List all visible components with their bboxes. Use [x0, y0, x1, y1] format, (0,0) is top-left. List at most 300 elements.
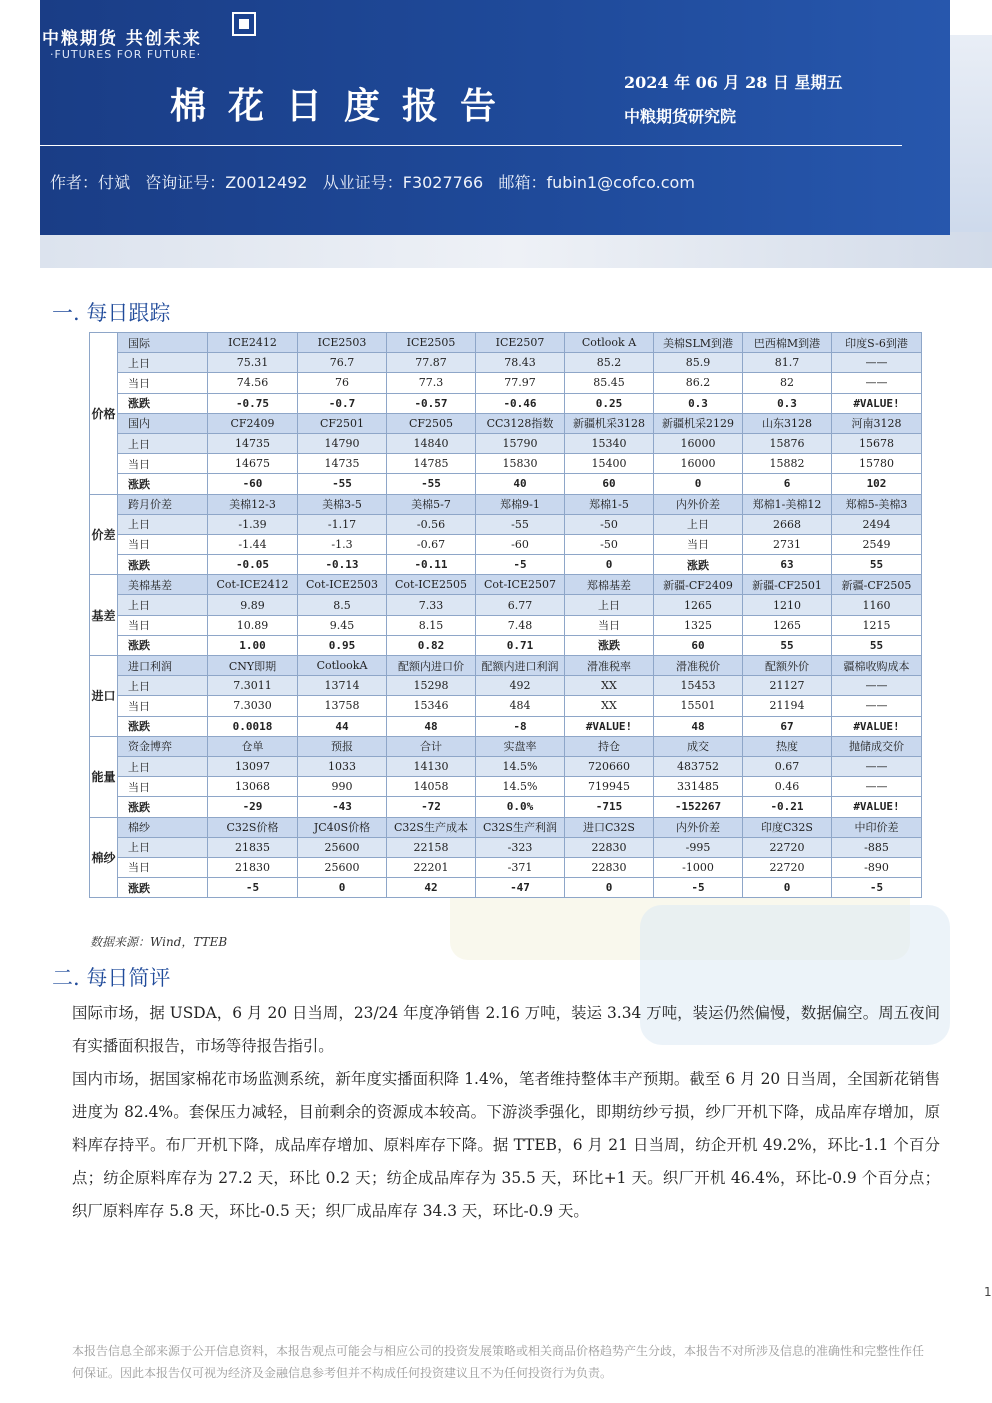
table-cell: 6.77 — [476, 595, 565, 615]
table-cell: 14840 — [387, 433, 476, 453]
table-row — [90, 595, 922, 615]
table-cell: 719945 — [565, 777, 654, 797]
table-cell: 10.89 — [208, 615, 298, 635]
table-cell: 78.43 — [476, 353, 565, 373]
table-cell: 21127 — [743, 676, 832, 696]
table-cell: -0.57 — [387, 393, 476, 413]
page-number: 1 — [984, 1285, 992, 1299]
table-row-label: 涨跌 — [118, 716, 208, 736]
table-cell: -5 — [476, 555, 565, 575]
table-cell: JC40S价格 — [298, 817, 387, 837]
table-cell: ICE2503 — [298, 333, 387, 353]
table-cell: 55 — [832, 555, 922, 575]
table-row — [90, 756, 922, 776]
table-cell: 滑准税价 — [654, 656, 743, 676]
table-cell: 1.00 — [208, 635, 298, 655]
table-cell: 22201 — [387, 857, 476, 877]
table-row-label: 上日 — [118, 514, 208, 534]
table-row — [90, 656, 922, 676]
table-row — [90, 494, 922, 514]
report-title: 棉花日度报告 — [170, 85, 519, 127]
table-cell: —— — [832, 756, 922, 776]
table-cell: 25600 — [298, 837, 387, 857]
table-cell: 实盘率 — [476, 736, 565, 756]
table-cell: 22830 — [565, 837, 654, 857]
table-cell: 77.3 — [387, 373, 476, 393]
table-row-label: 当日 — [118, 534, 208, 554]
table-cell: -50 — [565, 514, 654, 534]
table-row-label: 国内 — [118, 413, 208, 433]
table-cell: 0 — [565, 878, 654, 898]
data-source-note: 数据来源：Wind，TTEB — [90, 935, 228, 949]
table-row — [90, 393, 922, 413]
table-cell: 2494 — [832, 514, 922, 534]
table-cell: -8 — [476, 716, 565, 736]
table-cell: 82 — [743, 373, 832, 393]
table-cell: 9.45 — [298, 615, 387, 635]
table-cell: 7.3030 — [208, 696, 298, 716]
table-cell: 0.95 — [298, 635, 387, 655]
table-cell: 483752 — [654, 756, 743, 776]
table-cell: 7.33 — [387, 595, 476, 615]
table-cell: 新疆机采3128 — [565, 413, 654, 433]
table-cell: 郑棉1-5 — [565, 494, 654, 514]
table-cell: 2668 — [743, 514, 832, 534]
table-cell: 0.25 — [565, 393, 654, 413]
table-cell: 14130 — [387, 756, 476, 776]
logo-icon — [232, 12, 256, 36]
table-cell: ICE2505 — [387, 333, 476, 353]
table-cell: 抛储成交价 — [832, 736, 922, 756]
table-row — [90, 575, 922, 595]
table-cell: XX — [565, 676, 654, 696]
table-cell: 492 — [476, 676, 565, 696]
table-cell: 配额内进口利润 — [476, 656, 565, 676]
table-cell: 1160 — [832, 595, 922, 615]
table-cell: 25600 — [298, 857, 387, 877]
table-cell: 0.0% — [476, 797, 565, 817]
table-cell: 0 — [654, 474, 743, 494]
table-cell: -0.56 — [387, 514, 476, 534]
table-cell: 配额内进口价 — [387, 656, 476, 676]
table-cell: 美棉5-7 — [387, 494, 476, 514]
table-cell: CNY即期 — [208, 656, 298, 676]
table-cell: -1000 — [654, 857, 743, 877]
table-cell: -0.13 — [298, 555, 387, 575]
table-cell: 7.48 — [476, 615, 565, 635]
table-cell: 0 — [743, 878, 832, 898]
table-cell: 0 — [565, 555, 654, 575]
table-cell: XX — [565, 696, 654, 716]
table-cell: —— — [832, 696, 922, 716]
table-row-label: 资金博弈 — [118, 736, 208, 756]
table-cell: -55 — [387, 474, 476, 494]
table-row-label: 上日 — [118, 353, 208, 373]
table-cell: 85.45 — [565, 373, 654, 393]
table-cell: 15790 — [476, 433, 565, 453]
table-cell: CotlookA — [298, 656, 387, 676]
table-cell: -1.17 — [298, 514, 387, 534]
table-cell: 21830 — [208, 857, 298, 877]
table-row — [90, 696, 922, 716]
table-row-label: 涨跌 — [118, 393, 208, 413]
table-cell: 8.15 — [387, 615, 476, 635]
table-cell: 1265 — [743, 615, 832, 635]
table-cell: #VALUE! — [832, 716, 922, 736]
table-cell: 48 — [387, 716, 476, 736]
table-cell: -0.46 — [476, 393, 565, 413]
table-cell: -885 — [832, 837, 922, 857]
table-cell: -890 — [832, 857, 922, 877]
table-cell: 16000 — [654, 433, 743, 453]
table-cell: 郑棉9-1 — [476, 494, 565, 514]
table-cell: 60 — [654, 635, 743, 655]
table-cell: 新疆-CF2409 — [654, 575, 743, 595]
table-row-label: 美棉基差 — [118, 575, 208, 595]
table-cell: -1.3 — [298, 534, 387, 554]
section-heading-commentary: 二. 每日简评 — [52, 966, 171, 990]
table-cell: 77.97 — [476, 373, 565, 393]
table-cell: 15780 — [832, 454, 922, 474]
table-row-label: 上日 — [118, 433, 208, 453]
table-cell: 1033 — [298, 756, 387, 776]
table-row — [90, 474, 922, 494]
table-cell: Cot-ICE2507 — [476, 575, 565, 595]
table-cell: 0.71 — [476, 635, 565, 655]
table-cell: 内外价差 — [654, 494, 743, 514]
table-cell: 14.5% — [476, 777, 565, 797]
table-cell: 14.5% — [476, 756, 565, 776]
table-cell: 15453 — [654, 676, 743, 696]
table-cell: 6 — [743, 474, 832, 494]
table-cell: 67 — [743, 716, 832, 736]
table-cell: 0.46 — [743, 777, 832, 797]
daily-tracking-table — [89, 332, 922, 898]
table-cell: 0.67 — [743, 756, 832, 776]
table-cell: 331485 — [654, 777, 743, 797]
table-cell: -60 — [208, 474, 298, 494]
table-cell: 15830 — [476, 454, 565, 474]
table-cell: 22158 — [387, 837, 476, 857]
header-image-strip — [40, 232, 992, 268]
table-cell: -1.44 — [208, 534, 298, 554]
table-cell: 48 — [654, 716, 743, 736]
table-cell: Cotlook A — [565, 333, 654, 353]
table-cell: —— — [832, 353, 922, 373]
table-cell: 81.7 — [743, 353, 832, 373]
table-cell: 990 — [298, 777, 387, 797]
table-cell: 21194 — [743, 696, 832, 716]
table-cell: 15882 — [743, 454, 832, 474]
table-cell: Cot-ICE2503 — [298, 575, 387, 595]
table-cell: 美棉3-5 — [298, 494, 387, 514]
table-cell: -1.39 — [208, 514, 298, 534]
table-cell: #VALUE! — [565, 716, 654, 736]
table-row-label: 当日 — [118, 454, 208, 474]
table-cell: 14735 — [298, 454, 387, 474]
table-cell: 涨跌 — [565, 635, 654, 655]
table-cell: -5 — [654, 878, 743, 898]
table-category-cell: 能量 — [90, 736, 118, 817]
table-cell: 55 — [743, 635, 832, 655]
table-cell: 新疆-CF2505 — [832, 575, 922, 595]
table-cell: 22830 — [565, 857, 654, 877]
table-cell: 新疆-CF2501 — [743, 575, 832, 595]
table-cell: C32S生产利润 — [476, 817, 565, 837]
table-row — [90, 635, 922, 655]
table-row — [90, 736, 922, 756]
table-cell: 郑棉1-美棉12 — [743, 494, 832, 514]
table-cell: #VALUE! — [832, 797, 922, 817]
table-cell: -323 — [476, 837, 565, 857]
table-cell: 102 — [832, 474, 922, 494]
table-row — [90, 534, 922, 554]
table-cell: C32S价格 — [208, 817, 298, 837]
table-cell: -72 — [387, 797, 476, 817]
logo-text-en: ·FUTURES FOR FUTURE· — [50, 48, 202, 61]
table-category-cell: 价格 — [90, 333, 118, 495]
table-cell: 15678 — [832, 433, 922, 453]
table-cell: 山东3128 — [743, 413, 832, 433]
table-cell: 郑棉基差 — [565, 575, 654, 595]
table-cell: 44 — [298, 716, 387, 736]
table-cell: —— — [832, 373, 922, 393]
table-cell: -5 — [832, 878, 922, 898]
table-row — [90, 878, 922, 898]
table-cell: 22720 — [743, 857, 832, 877]
table-cell: 美棉SLM到港 — [654, 333, 743, 353]
table-cell: —— — [832, 777, 922, 797]
table-cell: 印度C32S — [743, 817, 832, 837]
table-cell: 涨跌 — [654, 555, 743, 575]
table-cell: CF2505 — [387, 413, 476, 433]
table-cell: CC3128指数 — [476, 413, 565, 433]
table-cell: 巴西棉M到港 — [743, 333, 832, 353]
table-cell: 55 — [832, 635, 922, 655]
table-row — [90, 797, 922, 817]
table-cell: 60 — [565, 474, 654, 494]
table-cell: 预报 — [298, 736, 387, 756]
table-cell: 74.56 — [208, 373, 298, 393]
commentary-paragraph-international: 国际市场，据 USDA，6 月 20 日当周，23/24 年度净销售 2.16 万吨，装运 3.34 万吨，装运仍然偏慢，数据偏空。周五夜间有实播面积报告，市场等待报告指引。 — [72, 1004, 940, 1055]
table-cell: 13714 — [298, 676, 387, 696]
table-cell: -0.11 — [387, 555, 476, 575]
table-row — [90, 615, 922, 635]
table-cell: 印度S-6到港 — [832, 333, 922, 353]
table-cell: -0.75 — [208, 393, 298, 413]
table-cell: 15876 — [743, 433, 832, 453]
table-cell: 22720 — [743, 837, 832, 857]
table-cell: 40 — [476, 474, 565, 494]
table-cell: 76.7 — [298, 353, 387, 373]
table-row-label: 上日 — [118, 837, 208, 857]
table-row — [90, 837, 922, 857]
table-cell: -0.7 — [298, 393, 387, 413]
table-row — [90, 373, 922, 393]
table-cell: 疆棉收购成本 — [832, 656, 922, 676]
table-row — [90, 413, 922, 433]
table-row — [90, 716, 922, 736]
table-cell: 15340 — [565, 433, 654, 453]
table-cell: -0.21 — [743, 797, 832, 817]
table-cell: 合计 — [387, 736, 476, 756]
table-cell: #VALUE! — [832, 393, 922, 413]
table-cell: 滑准税率 — [565, 656, 654, 676]
table-cell: -55 — [476, 514, 565, 534]
table-row — [90, 857, 922, 877]
table-row-label: 涨跌 — [118, 474, 208, 494]
table-row-label: 当日 — [118, 373, 208, 393]
table-cell: -50 — [565, 534, 654, 554]
table-cell: 郑棉5-美棉3 — [832, 494, 922, 514]
table-row-label: 棉纱 — [118, 817, 208, 837]
section-heading-tracking: 一. 每日跟踪 — [52, 301, 171, 325]
table-category-cell: 棉纱 — [90, 817, 118, 898]
table-cell: 76 — [298, 373, 387, 393]
table-cell: Cot-ICE2505 — [387, 575, 476, 595]
table-cell: 1325 — [654, 615, 743, 635]
header-divider — [40, 145, 902, 146]
table-cell: 0.0018 — [208, 716, 298, 736]
table-cell: 7.3011 — [208, 676, 298, 696]
table-row — [90, 333, 922, 353]
table-cell: 成交 — [654, 736, 743, 756]
table-cell: 42 — [387, 878, 476, 898]
table-cell: 1215 — [832, 615, 922, 635]
table-cell: 1265 — [654, 595, 743, 615]
author-line: 作者：付斌 咨询证号：Z0012492 从业证号：F3027766 邮箱：fubin1@cofco.com — [50, 173, 695, 192]
table-cell: -60 — [476, 534, 565, 554]
table-cell: 进口C32S — [565, 817, 654, 837]
table-row-label: 涨跌 — [118, 555, 208, 575]
table-cell: 13758 — [298, 696, 387, 716]
table-row-label: 当日 — [118, 857, 208, 877]
table-cell: 85.9 — [654, 353, 743, 373]
table-cell: -995 — [654, 837, 743, 857]
table-cell: -371 — [476, 857, 565, 877]
table-cell: 8.5 — [298, 595, 387, 615]
table-cell: 484 — [476, 696, 565, 716]
table-cell: -29 — [208, 797, 298, 817]
table-row-label: 上日 — [118, 676, 208, 696]
table-cell: 63 — [743, 555, 832, 575]
table-row — [90, 454, 922, 474]
table-cell: 上日 — [565, 595, 654, 615]
table-cell: 14675 — [208, 454, 298, 474]
table-cell: Cot-ICE2412 — [208, 575, 298, 595]
table-cell: 720660 — [565, 756, 654, 776]
table-cell: 14735 — [208, 433, 298, 453]
table-cell: -0.05 — [208, 555, 298, 575]
table-cell: 13068 — [208, 777, 298, 797]
table-row-label: 进口利润 — [118, 656, 208, 676]
table-cell: 0.3 — [743, 393, 832, 413]
table-cell: 86.2 — [654, 373, 743, 393]
table-cell: 河南3128 — [832, 413, 922, 433]
commentary-paragraph-domestic: 国内市场，据国家棉花市场监测系统，新年度实播面积降 1.4%，笔者维持整体丰产预期。截至 6 月 20 日当周，全国新花销售进度为 82.4%。套保压力减轻，目前剩余的资源成本较高。下游淡季强化，即期纺纱亏损，纱厂开机下降，成品库存增加，原料库存持平。布厂开机下降，成品库存增加、原料库存下降。据 TTEB，6 月 21 日当周，纺企开机 49.2%，环比-1.1 个百分点；纺企原料库存为 27.2 天，环比 0.2 天；纺企成品库存为 35.5 天，环比+1 天。织厂开机 46.4%，环比-0.9 个百分点；织厂原料库存 5.8 天，环比-0.5 天；织厂成品库存 34.3 天，环比-0.9 天。 — [72, 1070, 940, 1220]
table-cell: C32S生产成本 — [387, 817, 476, 837]
table-cell: ICE2507 — [476, 333, 565, 353]
table-cell: 1210 — [743, 595, 832, 615]
table-cell: —— — [832, 676, 922, 696]
table-cell: 85.2 — [565, 353, 654, 373]
table-cell: 16000 — [654, 454, 743, 474]
table-row-label: 当日 — [118, 777, 208, 797]
table-cell: 15400 — [565, 454, 654, 474]
table-cell: CF2409 — [208, 413, 298, 433]
table-cell: 热度 — [743, 736, 832, 756]
table-row — [90, 777, 922, 797]
table-row — [90, 555, 922, 575]
table-cell: 配额外价 — [743, 656, 832, 676]
table-row-label: 当日 — [118, 696, 208, 716]
table-cell: 持仓 — [565, 736, 654, 756]
table-row-label: 国际 — [118, 333, 208, 353]
table-cell: 77.87 — [387, 353, 476, 373]
table-row-label: 跨月价差 — [118, 494, 208, 514]
table-cell: CF2501 — [298, 413, 387, 433]
table-cell: 14790 — [298, 433, 387, 453]
table-cell: ICE2412 — [208, 333, 298, 353]
table-category-cell: 进口 — [90, 656, 118, 737]
table-cell: 14058 — [387, 777, 476, 797]
table-cell: 21835 — [208, 837, 298, 857]
table-cell: -43 — [298, 797, 387, 817]
table-cell: 新疆机采2129 — [654, 413, 743, 433]
table-row — [90, 433, 922, 453]
table-row-label: 涨跌 — [118, 878, 208, 898]
table-cell: 当日 — [565, 615, 654, 635]
table-cell: 14785 — [387, 454, 476, 474]
table-cell: -152267 — [654, 797, 743, 817]
table-row — [90, 676, 922, 696]
table-category-cell: 价差 — [90, 494, 118, 575]
table-cell: 0 — [298, 878, 387, 898]
table-cell: 15298 — [387, 676, 476, 696]
table-cell: 当日 — [654, 534, 743, 554]
table-cell: 75.31 — [208, 353, 298, 373]
table-cell: 15501 — [654, 696, 743, 716]
institute-name: 中粮期货研究院 — [624, 107, 737, 126]
table-cell: 15346 — [387, 696, 476, 716]
table-cell: -55 — [298, 474, 387, 494]
table-row-label: 当日 — [118, 615, 208, 635]
table-cell: 内外价差 — [654, 817, 743, 837]
table-cell: 2549 — [832, 534, 922, 554]
table-row — [90, 817, 922, 837]
table-row-label: 上日 — [118, 595, 208, 615]
table-cell: 美棉12-3 — [208, 494, 298, 514]
table-cell: -715 — [565, 797, 654, 817]
table-cell: 2731 — [743, 534, 832, 554]
table-row — [90, 353, 922, 373]
table-cell: -0.67 — [387, 534, 476, 554]
table-row — [90, 514, 922, 534]
table-cell: 0.3 — [654, 393, 743, 413]
table-cell: -5 — [208, 878, 298, 898]
table-cell: 0.82 — [387, 635, 476, 655]
table-row-label: 上日 — [118, 756, 208, 776]
report-date: 2024 年 06 月 28 日 星期五 — [624, 73, 843, 92]
table-cell: 13097 — [208, 756, 298, 776]
table-row-label: 涨跌 — [118, 797, 208, 817]
table-category-cell: 基差 — [90, 575, 118, 656]
table-cell: 9.89 — [208, 595, 298, 615]
disclaimer-text: 本报告信息全部来源于公开信息资料，本报告观点可能会与相应公司的投资发展策略或相关商品价格趋势产生分歧，本报告不对所涉及信息的准确性和完整性作任何保证。因此本报告仅可视为经济及金融信息参考但并不构成任何投资建议且不为任何投资行为负责。 — [72, 1344, 925, 1380]
logo-text-cn: 中粮期货 共创未来 — [42, 29, 202, 49]
table-row-label: 涨跌 — [118, 635, 208, 655]
table-cell: 仓单 — [208, 736, 298, 756]
